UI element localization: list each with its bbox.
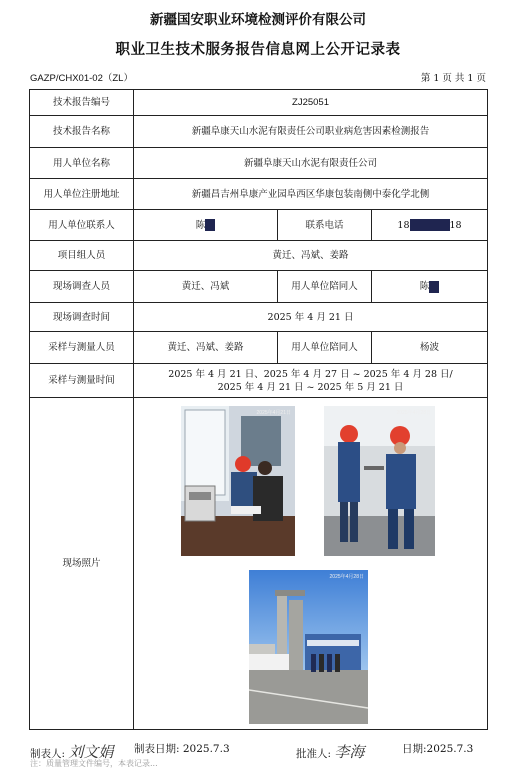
- site-photo-workers: [324, 406, 435, 556]
- office-scene-image: [181, 406, 295, 556]
- report-name-label: 技术报告名称: [30, 116, 134, 148]
- employer-address: 新疆昌吉州阜康产业园阜西区华康包装南侧中泰化学北侧: [134, 179, 488, 210]
- approved-date: 日期:2025.7.3: [402, 743, 474, 755]
- site-photo-factory: [249, 570, 368, 724]
- photo-date-stamp: 2025年4月21日: [256, 410, 291, 416]
- contact-label: 用人单位联系人: [30, 210, 134, 241]
- report-no: ZJ25051: [134, 90, 488, 116]
- approved-by-label: 批准人:: [296, 748, 332, 760]
- photo-date-stamp: 2025年4月28日: [396, 410, 431, 416]
- survey-escort-label: 用人单位陪同人: [278, 271, 372, 303]
- prepared-by-signature: 刘文娟: [68, 743, 114, 761]
- contact-name: 陈: [195, 219, 206, 231]
- report-name: 新疆阜康天山水泥有限责任公司职业病危害因素检测报告: [134, 116, 488, 148]
- form-code: GAZP/CHX01-02（ZL）: [30, 73, 133, 84]
- survey-staff-label: 现场调查人员: [30, 271, 134, 303]
- sampling-time: [134, 364, 488, 398]
- phone-label: 联系电话: [278, 210, 372, 241]
- redaction-block: [205, 219, 215, 231]
- phone-cell: [372, 210, 488, 241]
- sampling-staff: 黄迁、冯斌、姜路: [134, 332, 278, 364]
- phone-suffix: 18: [449, 219, 462, 231]
- photos-label: 现场照片: [30, 398, 134, 730]
- factory-scene-image: [249, 570, 368, 724]
- prepared-by-label: 制表人:: [30, 748, 66, 760]
- phone-prefix: 18: [397, 219, 410, 231]
- site-photo-office: [181, 406, 295, 556]
- employer-name: 新疆阜康天山水泥有限责任公司: [134, 148, 488, 179]
- survey-escort: 陈: [419, 281, 430, 292]
- prepared-date: 制表日期: 2025.7.3: [134, 743, 230, 755]
- team-label: 项目组人员: [30, 241, 134, 271]
- form-title: 职业卫生技术服务报告信息网上公开记录表: [115, 41, 401, 58]
- sampling-time-line1: 2025 年 4 月 21 日、2025 年 4 月 27 日 ~ 2025 年 4 月 28 日/: [168, 368, 453, 380]
- approved-by: [296, 741, 364, 762]
- sampling-escort-label: 用人单位陪同人: [278, 332, 372, 364]
- redaction-block: [410, 219, 450, 231]
- address-label: 用人单位注册地址: [30, 179, 134, 210]
- contact-cell: [134, 210, 278, 241]
- sampling-time-label: 采样与测量时间: [30, 364, 134, 398]
- bottom-note: 注：质量管理文件编号，本表记录...: [30, 759, 158, 768]
- photo-date-stamp: 2025年4月28日: [329, 574, 364, 580]
- survey-time: 2025 年 4 月 21 日: [134, 303, 488, 332]
- sampling-time-line2: 2025 年 4 月 21 日 ~ 2025 年 5 月 21 日: [217, 381, 404, 393]
- redaction-block: [429, 281, 439, 293]
- survey-staff: 黄迁、冯斌: [134, 271, 278, 303]
- sampling-escort: 杨波: [372, 332, 488, 364]
- sampling-staff-label: 采样与测量人员: [30, 332, 134, 364]
- survey-escort-cell: [372, 271, 488, 303]
- survey-time-label: 现场调查时间: [30, 303, 134, 332]
- approved-by-signature: 李海: [334, 743, 365, 761]
- page-info: 第 1 页 共 1 页: [420, 73, 486, 84]
- workers-scene-image: [324, 406, 435, 556]
- employer-label: 用人单位名称: [30, 148, 134, 179]
- team-members: 黄迁、冯斌、姜路: [134, 241, 488, 271]
- org-name: 新疆国安职业环境检测评价有限公司: [150, 12, 366, 28]
- report-no-label: 技术报告编号: [30, 90, 134, 116]
